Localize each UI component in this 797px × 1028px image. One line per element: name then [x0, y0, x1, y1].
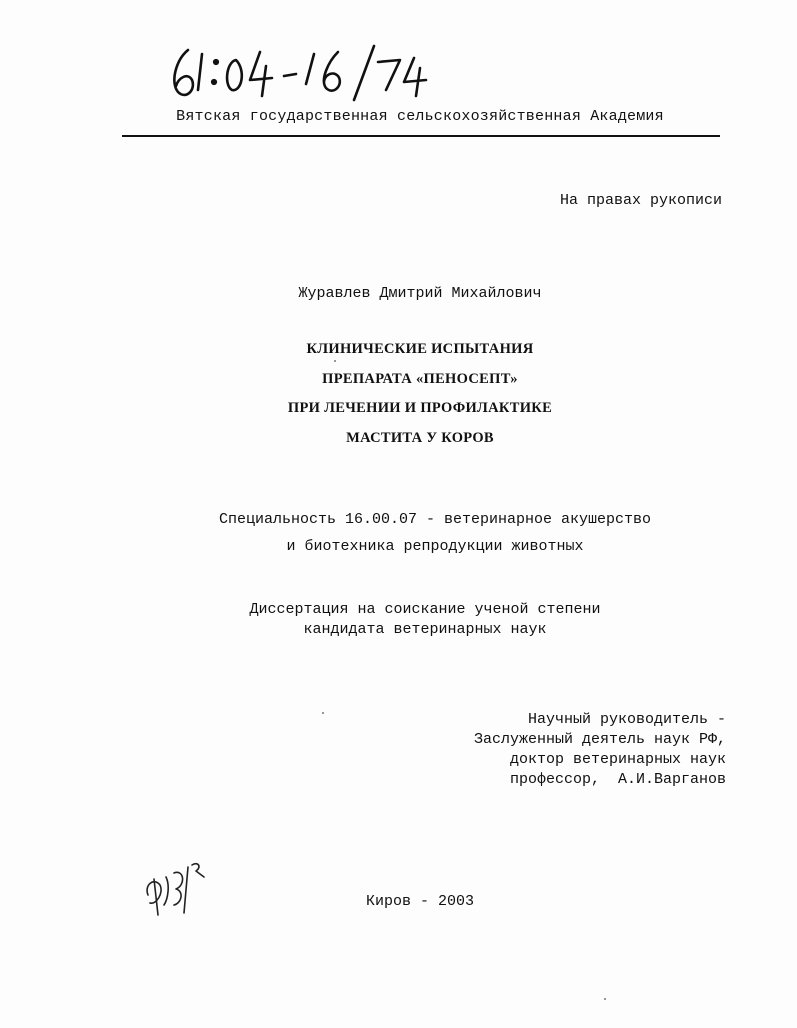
author-name: Журавлев Дмитрий Михайлович: [298, 285, 542, 302]
degree-line: кандидата ветеринарных наук: [303, 621, 547, 638]
handwritten-code-drawing: [168, 40, 438, 102]
specialty-line: Специальность 16.00.07 - ветеринарное акушерство: [218, 511, 652, 528]
advisor-line: доктор ветеринарных наук: [509, 751, 726, 768]
handwritten-archive-code: [168, 40, 438, 102]
scan-speck: [604, 998, 606, 1000]
title-line: ПРИ ЛЕЧЕНИИ И ПРОФИЛАКТИКЕ: [287, 400, 553, 416]
title-line: КЛИНИЧЕСКИЕ ИСПЫТАНИЯ: [306, 341, 534, 357]
city-year: Киров - 2003: [365, 893, 475, 910]
specialty-line: и биотехника репродукции животных: [286, 538, 584, 555]
institution-name: Вятская государственная сельскохозяйственная Академия: [176, 108, 664, 125]
header-rule: [122, 135, 720, 137]
dissertation-title: [150, 338, 690, 456]
advisor-block: [400, 710, 726, 790]
title-line: ПРЕПАРАТА «ПЕНОСЕПТ»: [322, 370, 518, 387]
degree-line: Диссертация на соискание ученой степени: [249, 601, 601, 618]
scan-speck: [334, 360, 336, 362]
title-line: МАСТИТА У КОРОВ: [346, 429, 494, 446]
rights-note: На правах рукописи: [559, 192, 722, 209]
advisor-line: профессор, А.И.Варганов: [509, 771, 726, 788]
signature-drawing: [140, 855, 210, 925]
degree-block: [130, 600, 720, 640]
handwritten-signature: [140, 855, 210, 925]
advisor-line: Заслуженный деятель наук РФ,: [473, 731, 726, 748]
advisor-line: Научный руководитель -: [527, 711, 726, 728]
scan-speck: [322, 712, 324, 714]
specialty-block: [120, 510, 750, 564]
